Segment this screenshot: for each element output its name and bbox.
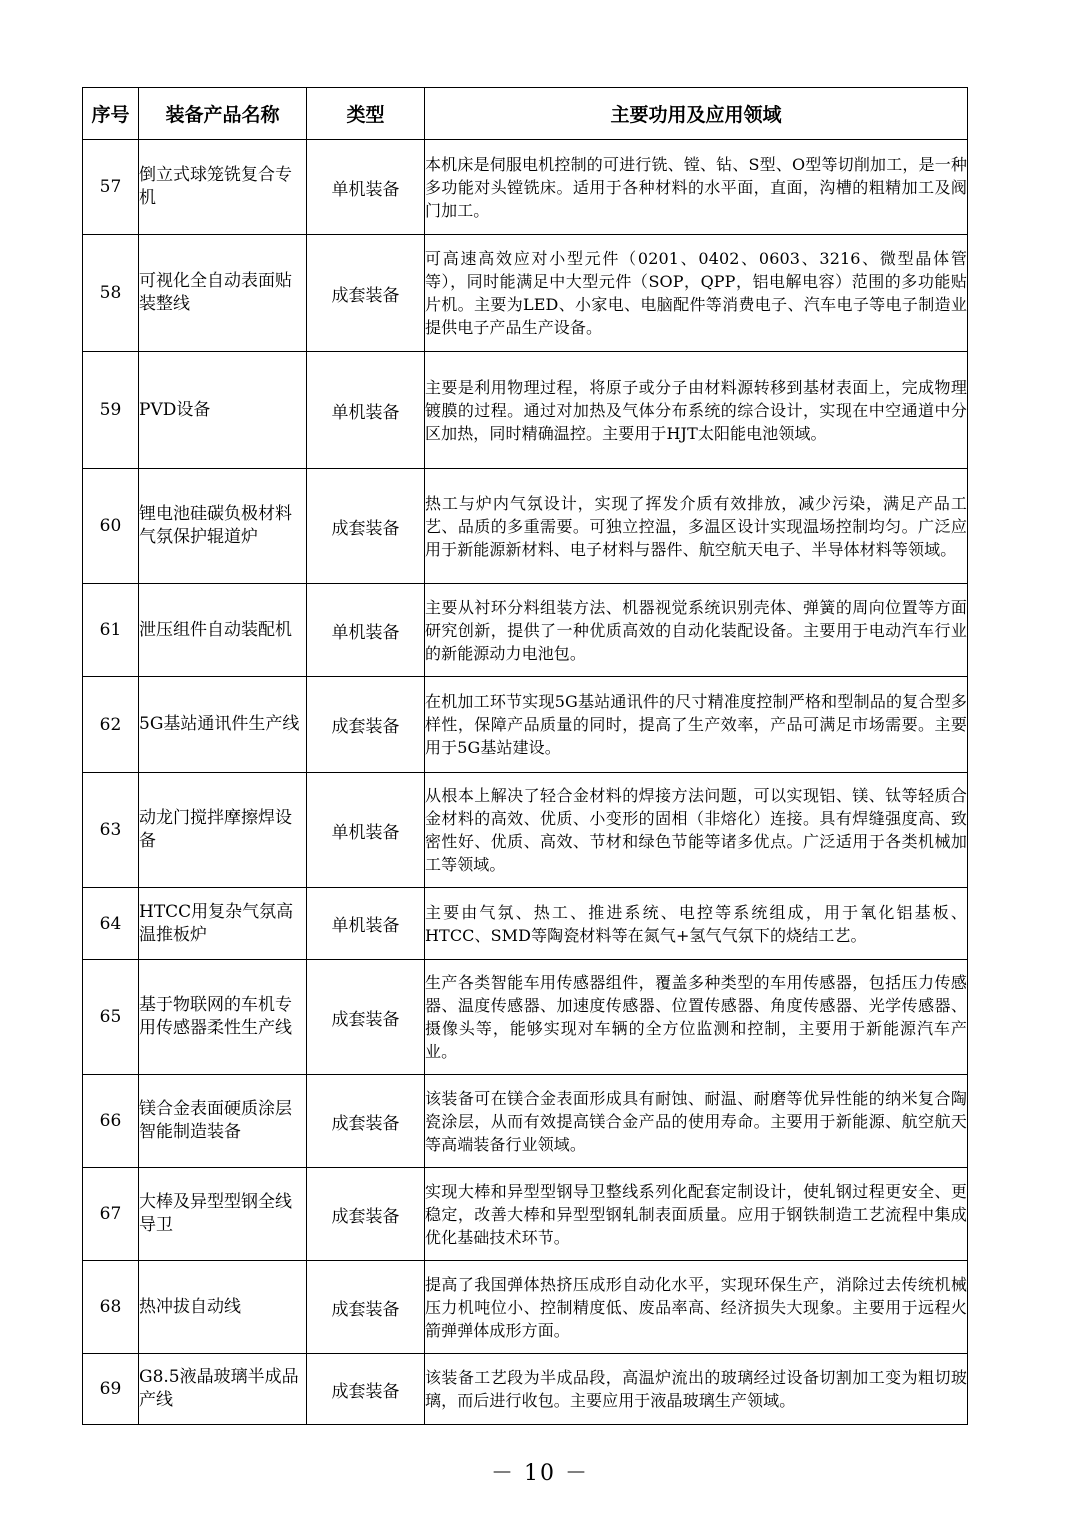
product-description: 热工与炉内气氛设计，实现了挥发介质有效排放，减少污染，满足产品工艺、品质的多重需要。可独立控温，多温区设计实现温场控制均匀。广泛应用于新能源新材料、电子材料与器件、航空航天电子、半导体材料等领域。 [425,469,968,584]
product-type: 单机装备 [307,888,425,960]
product-description: 生产各类智能车用传感器组件，覆盖多种类型的车用传感器，包括压力传感器、温度传感器、加速度传感器、位置传感器、角度传感器、光学传感器、摄像头等，能够实现对车辆的全方位监测和控制，主要用于新能源汽车产业。 [425,960,968,1075]
table-row [83,888,968,960]
product-name: 可视化全自动表面贴装整线 [139,235,307,352]
product-description: 主要从衬环分料组装方法、机器视觉系统识别壳体、弹簧的周向位置等方面研究创新，提供了一种优质高效的自动化装配设备。主要用于电动汽车行业的新能源动力电池包。 [425,584,968,677]
table-row [83,1261,968,1354]
product-type: 成套装备 [307,677,425,773]
header-no: 序号 [83,88,139,140]
product-name: PVD设备 [139,352,307,469]
product-description: 主要由气氛、热工、推进系统、电控等系统组成，用于氧化铝基板、HTCC、SMD等陶瓷材料等在氮气+氢气气氛下的烧结工艺。 [425,888,968,960]
product-name: HTCC用复杂气氛高温推板炉 [139,888,307,960]
product-type: 成套装备 [307,960,425,1075]
product-type: 成套装备 [307,1354,425,1425]
table-row [83,1075,968,1168]
table-row [83,1168,968,1261]
product-description: 可高速高效应对小型元件（0201、0402、0603、3216、微型晶体管等），同时能满足中大型元件（SOP，QPP，铝电解电容）范围的多功能贴片机。主要为LED、小家电、电脑配件等消费电子、汽车电子等电子制造业提供电子产品生产设备。 [425,235,968,352]
product-name: 倒立式球笼铣复合专机 [139,140,307,235]
product-name: G8.5液晶玻璃半成品产线 [139,1354,307,1425]
product-description: 从根本上解决了轻合金材料的焊接方法问题，可以实现铝、镁、钛等轻质合金材料的高效、优质、小变形的固相（非熔化）连接。具有焊缝强度高、致密性好、优质、高效、节材和绿色节能等诸多优点。广泛适用于各类机械加工等领域。 [425,773,968,888]
page-number: － 10 － [491,1461,589,1486]
product-name: 5G基站通讯件生产线 [139,677,307,773]
table-row [83,677,968,773]
row-number: 69 [83,1354,139,1425]
row-number: 62 [83,677,139,773]
product-name: 大棒及异型型钢全线导卫 [139,1168,307,1261]
product-description: 提高了我国弹体热挤压成形自动化水平，实现环保生产，消除过去传统机械压力机吨位小、控制精度低、废品率高、经济损失大现象。主要用于远程火箭弹弹体成形方面。 [425,1261,968,1354]
row-number: 59 [83,352,139,469]
equipment-table [82,87,968,1425]
table-row [83,1354,968,1425]
header-desc: 主要功用及应用领域 [425,88,968,140]
row-number: 61 [83,584,139,677]
product-type: 单机装备 [307,140,425,235]
product-description: 在机加工环节实现5G基站通讯件的尺寸精准度控制严格和型制品的复合型多样性，保障产品质量的同时，提高了生产效率，产品可满足市场需要。主要用于5G基站建设。 [425,677,968,773]
row-number: 58 [83,235,139,352]
header-row [83,88,968,140]
table-row [83,352,968,469]
product-type: 单机装备 [307,584,425,677]
product-name: 泄压组件自动装配机 [139,584,307,677]
product-type: 成套装备 [307,235,425,352]
row-number: 64 [83,888,139,960]
row-number: 67 [83,1168,139,1261]
table-row [83,469,968,584]
product-name: 热冲拔自动线 [139,1261,307,1354]
row-number: 57 [83,140,139,235]
row-number: 66 [83,1075,139,1168]
header-type: 类型 [307,88,425,140]
product-name: 镁合金表面硬质涂层智能制造装备 [139,1075,307,1168]
product-description: 该装备工艺段为半成品段，高温炉流出的玻璃经过设备切割加工变为粗切玻璃，而后进行收包。主要应用于液晶玻璃生产领域。 [425,1354,968,1425]
product-name: 动龙门搅拌摩擦焊设备 [139,773,307,888]
product-type: 单机装备 [307,352,425,469]
product-description: 该装备可在镁合金表面形成具有耐蚀、耐温、耐磨等优异性能的纳米复合陶瓷涂层，从而有效提高镁合金产品的使用寿命。主要用于新能源、航空航天等高端装备行业领域。 [425,1075,968,1168]
table-row [83,584,968,677]
row-number: 68 [83,1261,139,1354]
product-type: 单机装备 [307,773,425,888]
product-type: 成套装备 [307,1261,425,1354]
table-row [83,235,968,352]
row-number: 65 [83,960,139,1075]
product-description: 实现大棒和异型型钢导卫整线系列化配套定制设计，使轧钢过程更安全、更稳定，改善大棒和异型型钢轧制表面质量。应用于钢铁制造工艺流程中集成优化基础技术环节。 [425,1168,968,1261]
table-row [83,773,968,888]
product-name: 锂电池硅碳负极材料气氛保护辊道炉 [139,469,307,584]
header-name: 装备产品名称 [139,88,307,140]
product-type: 成套装备 [307,1075,425,1168]
product-type: 成套装备 [307,469,425,584]
product-description: 本机床是伺服电机控制的可进行铣、镗、钻、S型、O型等切削加工，是一种多功能对头镗铣床。适用于各种材料的水平面，直面，沟槽的粗精加工及阀门加工。 [425,140,968,235]
row-number: 60 [83,469,139,584]
product-name: 基于物联网的车机专用传感器柔性生产线 [139,960,307,1075]
product-description: 主要是利用物理过程，将原子或分子由材料源转移到基材表面上，完成物理镀膜的过程。通过对加热及气体分布系统的综合设计，实现在中空通道中分区加热，同时精确温控。主要用于HJT太阳能电池领域。 [425,352,968,469]
table-row [83,960,968,1075]
product-type: 成套装备 [307,1168,425,1261]
row-number: 63 [83,773,139,888]
table-row [83,140,968,235]
